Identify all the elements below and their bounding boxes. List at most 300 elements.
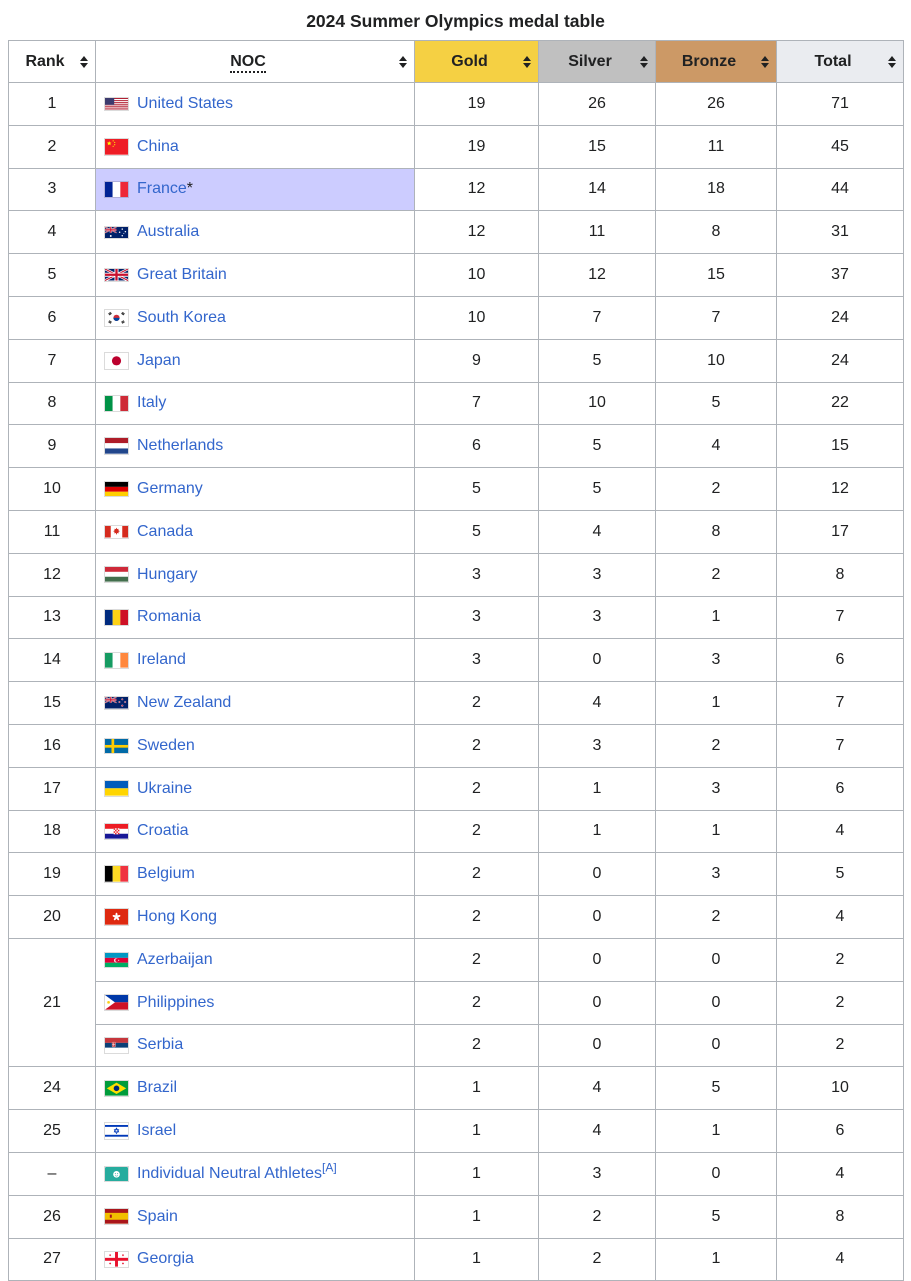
medal-row	[9, 1110, 904, 1153]
medal-row	[9, 596, 904, 639]
medal-row	[9, 1152, 904, 1195]
sort-icon[interactable]	[640, 56, 648, 68]
noc-link[interactable]: United States	[137, 94, 234, 112]
gold-cell: 2	[415, 724, 539, 767]
total-cell: 8	[777, 1195, 904, 1238]
noc-text	[137, 1036, 183, 1054]
rank-cell: 12	[9, 553, 96, 596]
bronze-cell: 3	[656, 639, 777, 682]
noc-text	[137, 223, 199, 241]
rank-cell: 5	[9, 254, 96, 297]
total-cell: 44	[777, 168, 904, 211]
silver-cell: 26	[539, 83, 656, 126]
medal-table	[8, 40, 904, 1281]
noc-text	[137, 694, 231, 712]
romania-flag-icon	[105, 610, 128, 626]
azerbaijan-flag-icon	[105, 953, 128, 968]
medal-row	[9, 553, 904, 596]
rank-cell: 8	[9, 382, 96, 425]
noc-cell	[96, 1067, 415, 1110]
gold-cell: 1	[415, 1238, 539, 1281]
bronze-cell: 2	[656, 468, 777, 511]
medal-row	[9, 896, 904, 939]
noc-link[interactable]: Netherlands	[137, 437, 224, 455]
sort-icon[interactable]	[399, 56, 407, 68]
noc-cell	[96, 1152, 415, 1195]
bronze-cell: 1	[656, 1238, 777, 1281]
total-cell: 7	[777, 724, 904, 767]
gold-cell: 10	[415, 254, 539, 297]
gold-cell: 1	[415, 1110, 539, 1153]
noc-cell	[96, 339, 415, 382]
gold-cell: 2	[415, 767, 539, 810]
total-cell: 7	[777, 682, 904, 725]
bronze-cell: 0	[656, 1024, 777, 1067]
total-header[interactable]	[777, 41, 904, 83]
noc-link[interactable]: Brazil	[137, 1079, 178, 1097]
croatia-flag-icon	[105, 824, 128, 839]
noc-cell	[96, 1024, 415, 1067]
silver-cell: 7	[539, 296, 656, 339]
noc-text	[137, 1250, 194, 1268]
medal-row	[9, 981, 904, 1024]
rank-header-label: Rank	[25, 52, 65, 70]
rank-cell: 10	[9, 468, 96, 511]
table-title: 2024 Summer Olympics medal table	[306, 11, 605, 31]
noc-cell	[96, 596, 415, 639]
medal-row	[9, 639, 904, 682]
silver-cell: 0	[539, 896, 656, 939]
bronze-cell: 7	[656, 296, 777, 339]
medal-row	[9, 682, 904, 725]
total-cell: 6	[777, 1110, 904, 1153]
total-cell: 4	[777, 1152, 904, 1195]
sort-icon[interactable]	[80, 56, 88, 68]
sort-icon[interactable]	[761, 56, 769, 68]
total-header-label: Total	[814, 52, 852, 70]
silver-cell: 5	[539, 339, 656, 382]
gold-cell: 12	[415, 168, 539, 211]
noc-link[interactable]: Italy	[137, 394, 167, 412]
noc-cell	[96, 425, 415, 468]
rank-cell: 16	[9, 724, 96, 767]
hungary-flag-icon	[105, 567, 128, 582]
gold-cell: 9	[415, 339, 539, 382]
rank-cell: 21	[9, 938, 96, 1066]
rank-cell: 25	[9, 1110, 96, 1153]
rank-cell: 7	[9, 339, 96, 382]
noc-link[interactable]: China	[137, 137, 179, 155]
gold-cell: 1	[415, 1152, 539, 1195]
silver-cell: 0	[539, 1024, 656, 1067]
bronze-cell: 26	[656, 83, 777, 126]
noc-header-label: NOC	[230, 53, 266, 73]
total-cell: 4	[777, 1238, 904, 1281]
noc-link[interactable]: Belgium	[137, 865, 195, 883]
rank-cell: 9	[9, 425, 96, 468]
bronze-cell: 3	[656, 853, 777, 896]
gold-cell: 2	[415, 981, 539, 1024]
medal-row	[9, 510, 904, 553]
ukraine-flag-icon	[105, 781, 128, 796]
silver-cell: 2	[539, 1238, 656, 1281]
medal-row	[9, 1195, 904, 1238]
united-states-flag-icon	[105, 98, 128, 111]
hong-kong-flag-icon	[105, 909, 128, 925]
rank-header[interactable]	[9, 41, 96, 83]
gold-cell: 5	[415, 510, 539, 553]
medal-row	[9, 125, 904, 168]
noc-text	[137, 480, 203, 498]
bronze-cell: 5	[656, 1195, 777, 1238]
gold-cell: 3	[415, 553, 539, 596]
total-cell: 10	[777, 1067, 904, 1110]
noc-text	[137, 822, 189, 840]
noc-link[interactable]: Australia	[137, 223, 200, 241]
noc-cell	[96, 639, 415, 682]
medal-row	[9, 724, 904, 767]
noc-text	[137, 138, 179, 156]
bronze-cell: 1	[656, 596, 777, 639]
bronze-cell: 0	[656, 981, 777, 1024]
gold-cell: 1	[415, 1067, 539, 1110]
noc-text	[137, 1079, 177, 1097]
medal-row	[9, 1024, 904, 1067]
noc-text	[137, 95, 233, 113]
total-cell: 24	[777, 296, 904, 339]
noc-link[interactable]: Great Britain	[137, 266, 227, 284]
sort-icon[interactable]	[888, 56, 896, 68]
medal-row	[9, 425, 904, 468]
bronze-header-label: Bronze	[681, 52, 737, 70]
canada-flag-icon	[105, 526, 128, 538]
total-cell: 6	[777, 639, 904, 682]
silver-cell: 0	[539, 981, 656, 1024]
rank-cell: 4	[9, 211, 96, 254]
noc-cell	[96, 211, 415, 254]
rank-cell: 3	[9, 168, 96, 211]
total-cell: 2	[777, 938, 904, 981]
france-flag-icon	[105, 182, 128, 198]
bronze-cell: 2	[656, 896, 777, 939]
spain-flag-icon	[105, 1209, 128, 1224]
silver-cell: 11	[539, 211, 656, 254]
gold-header-label: Gold	[451, 52, 488, 70]
silver-cell: 12	[539, 254, 656, 297]
noc-header[interactable]	[96, 41, 415, 83]
bronze-cell: 4	[656, 425, 777, 468]
bronze-cell: 2	[656, 724, 777, 767]
bronze-cell: 5	[656, 382, 777, 425]
gold-cell: 12	[415, 211, 539, 254]
rank-cell: –	[9, 1152, 96, 1195]
noc-cell	[96, 724, 415, 767]
noc-text	[137, 394, 166, 412]
new-zealand-flag-icon	[105, 697, 128, 709]
silver-cell: 15	[539, 125, 656, 168]
noc-link[interactable]: Individual Neutral Athletes	[137, 1164, 322, 1182]
medal-table-body	[9, 83, 904, 1281]
noc-link[interactable]: Hungary	[137, 565, 198, 583]
noc-text	[137, 180, 193, 198]
medal-row	[9, 938, 904, 981]
noc-text	[137, 437, 223, 455]
total-cell: 71	[777, 83, 904, 126]
noc-cell	[96, 938, 415, 981]
total-cell: 2	[777, 1024, 904, 1067]
gold-cell: 19	[415, 125, 539, 168]
israel-flag-icon	[105, 1123, 128, 1139]
serbia-flag-icon	[105, 1038, 128, 1053]
noc-text	[137, 780, 192, 798]
silver-cell: 4	[539, 1067, 656, 1110]
bronze-cell: 5	[656, 1067, 777, 1110]
bronze-header[interactable]	[656, 41, 777, 83]
silver-cell: 3	[539, 724, 656, 767]
noc-link[interactable]: New Zealand	[137, 694, 232, 712]
total-cell: 37	[777, 254, 904, 297]
noc-link[interactable]: Spain	[137, 1207, 178, 1225]
silver-cell: 1	[539, 767, 656, 810]
total-cell: 31	[777, 211, 904, 254]
bronze-cell: 8	[656, 510, 777, 553]
noc-text	[137, 352, 181, 370]
japan-flag-icon	[105, 353, 128, 369]
rank-cell: 13	[9, 596, 96, 639]
gold-cell: 2	[415, 853, 539, 896]
noc-cell	[96, 767, 415, 810]
noc-link[interactable]: Japan	[137, 351, 181, 369]
noc-text	[137, 309, 226, 327]
total-cell: 15	[777, 425, 904, 468]
gold-cell: 10	[415, 296, 539, 339]
total-cell: 6	[777, 767, 904, 810]
medal-row	[9, 83, 904, 126]
noc-link[interactable]: South Korea	[137, 308, 226, 326]
footnote-link[interactable]: [A]	[322, 1160, 337, 1175]
silver-cell: 4	[539, 510, 656, 553]
noc-cell	[96, 1110, 415, 1153]
silver-cell: 4	[539, 682, 656, 725]
rank-cell: 11	[9, 510, 96, 553]
philippines-flag-icon	[105, 995, 128, 1010]
total-cell: 45	[777, 125, 904, 168]
noc-text	[137, 266, 227, 284]
georgia-flag-icon	[105, 1252, 128, 1267]
silver-cell: 5	[539, 468, 656, 511]
silver-cell: 0	[539, 853, 656, 896]
noc-text	[137, 994, 214, 1012]
silver-cell: 3	[539, 1152, 656, 1195]
medal-table-header	[9, 41, 904, 83]
medal-row	[9, 254, 904, 297]
gold-cell: 19	[415, 83, 539, 126]
bronze-cell: 0	[656, 938, 777, 981]
gold-cell: 1	[415, 1195, 539, 1238]
total-cell: 8	[777, 553, 904, 596]
noc-text	[137, 1208, 178, 1226]
gold-cell: 6	[415, 425, 539, 468]
medal-row	[9, 767, 904, 810]
rank-cell: 6	[9, 296, 96, 339]
bronze-cell: 1	[656, 682, 777, 725]
medal-row	[9, 810, 904, 853]
gold-cell: 2	[415, 896, 539, 939]
rank-cell: 18	[9, 810, 96, 853]
bronze-cell: 10	[656, 339, 777, 382]
medal-row	[9, 296, 904, 339]
sort-icon[interactable]	[523, 56, 531, 68]
rank-cell: 15	[9, 682, 96, 725]
noc-text	[137, 566, 197, 584]
noc-cell	[96, 810, 415, 853]
silver-header[interactable]	[539, 41, 656, 83]
noc-link[interactable]: Georgia	[137, 1250, 194, 1268]
noc-text	[137, 737, 195, 755]
bronze-cell: 15	[656, 254, 777, 297]
host-asterisk: *	[186, 180, 194, 198]
noc-link[interactable]: Israel	[137, 1122, 177, 1140]
bronze-cell: 18	[656, 168, 777, 211]
noc-link[interactable]: Canada	[137, 522, 194, 540]
total-cell: 4	[777, 896, 904, 939]
noc-link[interactable]: Ukraine	[137, 779, 193, 797]
noc-text	[137, 1160, 337, 1183]
total-cell: 22	[777, 382, 904, 425]
noc-cell	[96, 896, 415, 939]
gold-cell: 2	[415, 682, 539, 725]
silver-cell: 3	[539, 553, 656, 596]
silver-cell: 0	[539, 639, 656, 682]
bronze-cell: 1	[656, 810, 777, 853]
noc-link[interactable]: Germany	[137, 480, 203, 498]
noc-cell	[96, 382, 415, 425]
rank-cell: 27	[9, 1238, 96, 1281]
italy-flag-icon	[105, 396, 128, 412]
total-cell: 12	[777, 468, 904, 511]
noc-cell	[96, 296, 415, 339]
china-flag-icon	[105, 139, 128, 155]
noc-cell	[96, 981, 415, 1024]
noc-cell	[96, 682, 415, 725]
noc-link[interactable]: Azerbaijan	[137, 950, 213, 968]
total-cell: 2	[777, 981, 904, 1024]
silver-cell: 0	[539, 938, 656, 981]
noc-cell	[96, 510, 415, 553]
total-cell: 5	[777, 853, 904, 896]
noc-cell	[96, 83, 415, 126]
ireland-flag-icon	[105, 653, 128, 668]
noc-cell	[96, 468, 415, 511]
germany-flag-icon	[105, 482, 128, 497]
silver-cell: 4	[539, 1110, 656, 1153]
silver-cell: 3	[539, 596, 656, 639]
medal-row	[9, 468, 904, 511]
medal-row	[9, 168, 904, 211]
south-korea-flag-icon	[105, 310, 128, 326]
bronze-cell: 3	[656, 767, 777, 810]
medal-row	[9, 382, 904, 425]
medal-row	[9, 339, 904, 382]
gold-cell: 5	[415, 468, 539, 511]
australia-flag-icon	[105, 227, 128, 239]
silver-cell: 2	[539, 1195, 656, 1238]
noc-cell	[96, 125, 415, 168]
brazil-flag-icon	[105, 1081, 128, 1096]
noc-link[interactable]: Serbia	[137, 1036, 184, 1054]
noc-cell	[96, 853, 415, 896]
medal-row	[9, 1067, 904, 1110]
medal-row	[9, 853, 904, 896]
noc-text	[137, 908, 217, 926]
noc-cell	[96, 168, 415, 211]
rank-cell: 17	[9, 767, 96, 810]
silver-cell: 14	[539, 168, 656, 211]
noc-text	[137, 865, 195, 883]
gold-cell: 2	[415, 810, 539, 853]
rank-cell: 2	[9, 125, 96, 168]
noc-link[interactable]: Hong Kong	[137, 908, 218, 926]
medal-row	[9, 1238, 904, 1281]
rank-cell: 14	[9, 639, 96, 682]
silver-cell: 5	[539, 425, 656, 468]
noc-link[interactable]: Ireland	[137, 651, 186, 669]
gold-cell: 2	[415, 1024, 539, 1067]
noc-link[interactable]: Philippines	[137, 993, 215, 1011]
noc-text	[137, 523, 193, 541]
bronze-cell: 1	[656, 1110, 777, 1153]
gold-cell: 3	[415, 639, 539, 682]
rank-cell: 20	[9, 896, 96, 939]
sweden-flag-icon	[105, 739, 128, 754]
individual-neutral-athletes-flag-icon	[105, 1167, 128, 1182]
rank-cell: 1	[9, 83, 96, 126]
bronze-cell: 11	[656, 125, 777, 168]
noc-cell	[96, 1238, 415, 1281]
great-britain-flag-icon	[105, 269, 128, 281]
gold-cell: 2	[415, 938, 539, 981]
noc-cell	[96, 254, 415, 297]
rank-cell: 26	[9, 1195, 96, 1238]
noc-link[interactable]: Sweden	[137, 736, 195, 754]
netherlands-flag-icon	[105, 438, 128, 454]
gold-cell: 7	[415, 382, 539, 425]
noc-text	[137, 951, 213, 969]
noc-text	[137, 651, 186, 669]
noc-text	[137, 1122, 176, 1140]
gold-header[interactable]	[415, 41, 539, 83]
bronze-cell: 2	[656, 553, 777, 596]
medal-row	[9, 211, 904, 254]
total-cell: 7	[777, 596, 904, 639]
total-cell: 24	[777, 339, 904, 382]
noc-cell	[96, 1195, 415, 1238]
noc-cell	[96, 553, 415, 596]
rank-cell: 24	[9, 1067, 96, 1110]
rank-cell: 19	[9, 853, 96, 896]
noc-link[interactable]: Romania	[137, 608, 202, 626]
noc-link[interactable]: France	[137, 180, 187, 198]
noc-text	[137, 608, 201, 626]
gold-cell: 3	[415, 596, 539, 639]
silver-header-label: Silver	[568, 52, 612, 70]
total-cell: 17	[777, 510, 904, 553]
noc-link[interactable]: Croatia	[137, 822, 189, 840]
bronze-cell: 8	[656, 211, 777, 254]
belgium-flag-icon	[105, 866, 128, 882]
silver-cell: 1	[539, 810, 656, 853]
silver-cell: 10	[539, 382, 656, 425]
